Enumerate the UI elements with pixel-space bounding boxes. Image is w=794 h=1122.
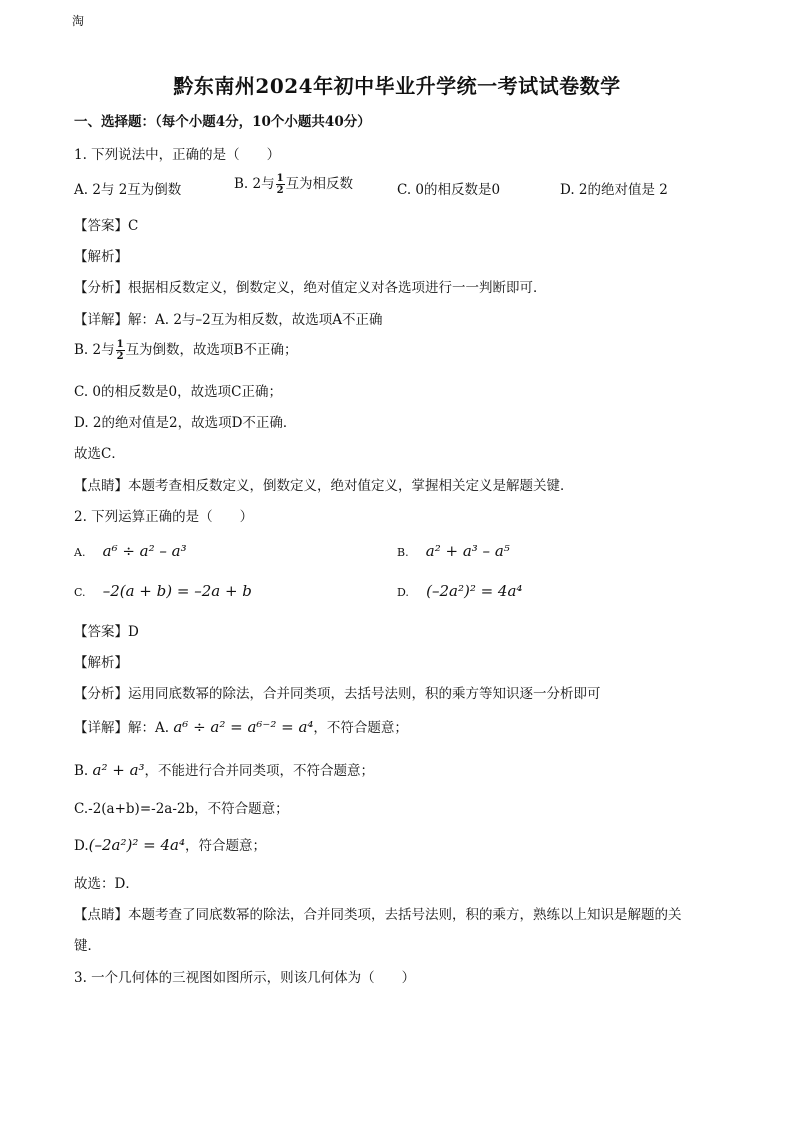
q1-option-c: C. 0的相反数是0 — [397, 182, 501, 198]
q1-detail-a: 【详解】解：A. 2与–2互为相反数，故选项A不正确 — [74, 312, 383, 328]
q1-option-d: D. 2的绝对值是 2 — [560, 182, 668, 198]
q1-option-b-post: 互为相反数 — [285, 176, 354, 192]
q1-analysis-head: 【解析】 — [74, 249, 128, 265]
q2-fenxi: 【分析】运用同底数幂的除法，合并同类项，去括号法则，积的乘方等知识逐一分析即可 — [74, 686, 601, 702]
q2-option-d: D. (–2a²)² = 4a⁴ — [397, 582, 523, 600]
q2-comment-line2: 键． — [74, 938, 101, 954]
q1-detail-d: D. 2的绝对值是2，故选项D不正确． — [74, 415, 297, 431]
page-title: 黔东南州2024年初中毕业升学统一考试试卷数学 — [173, 74, 621, 98]
q1-detail-c: C. 0的相反数是0，故选项C正确； — [74, 384, 282, 400]
q2-detail-a: 【详解】解：A. a⁶ ÷ a² = a⁶⁻² = a⁴，不符合题意； — [74, 718, 408, 736]
q1-answer: 【答案】C — [74, 218, 139, 234]
q2-detail-c: C.-2(a+b)=-2a-2b，不符合题意； — [74, 801, 289, 817]
q2-option-c: C. –2(a + b) = –2a + b — [74, 582, 252, 600]
section-heading: 一、选择题：（每个小题4分，10个小题共40分） — [74, 114, 371, 130]
q2-detail-d: D.(–2a²)² = 4a⁴，符合题意； — [74, 836, 266, 854]
q2-option-a: A. a⁶ ÷ a² – a³ — [74, 542, 187, 560]
q1-comment: 【点睛】本题考查相反数定义，倒数定义，绝对值定义，掌握相关定义是解题关键． — [74, 478, 574, 494]
q2-detail-b: B. a² + a³，不能进行合并同类项，不符合题意； — [74, 761, 375, 779]
q3-stem: 3. 一个几何体的三视图如图所示，则该几何体为（ ） — [74, 970, 416, 986]
q2-answer: 【答案】D — [74, 624, 139, 640]
q2-choose: 故选：D． — [74, 876, 139, 892]
q2-option-b: B. a² + a³ – a⁵ — [397, 542, 510, 560]
corner-mark: 淘 — [72, 14, 85, 28]
fraction-half: $\frac{1}{2}$ — [116, 339, 124, 362]
q2-comment-line1: 【点睛】本题考查了同底数幂的除法，合并同类项，去括号法则，积的乘方，熟练以上知识是解题的关 — [74, 907, 682, 923]
q2-stem: 2. 下列运算正确的是（ ） — [74, 509, 254, 525]
fraction-half: $\frac{1}{2}$ — [276, 173, 284, 196]
q1-option-b — [234, 172, 353, 196]
q1-choose: 故选C． — [74, 446, 125, 462]
q1-detail-b: B. 2与 $\frac{1}{2}$ 互为倒数，故选项B不正确； — [74, 339, 298, 362]
q1-stem: 1. 下列说法中，正确的是（ ） — [74, 147, 281, 163]
q1-option-a: A. 2与 2互为倒数 — [74, 182, 182, 198]
q2-analysis-head: 【解析】 — [74, 655, 128, 671]
q1-fenxi: 【分析】根据相反数定义，倒数定义，绝对值定义对各选项进行一一判断即可． — [74, 280, 547, 296]
q1-option-b-pre: B. 2与 — [234, 176, 275, 192]
